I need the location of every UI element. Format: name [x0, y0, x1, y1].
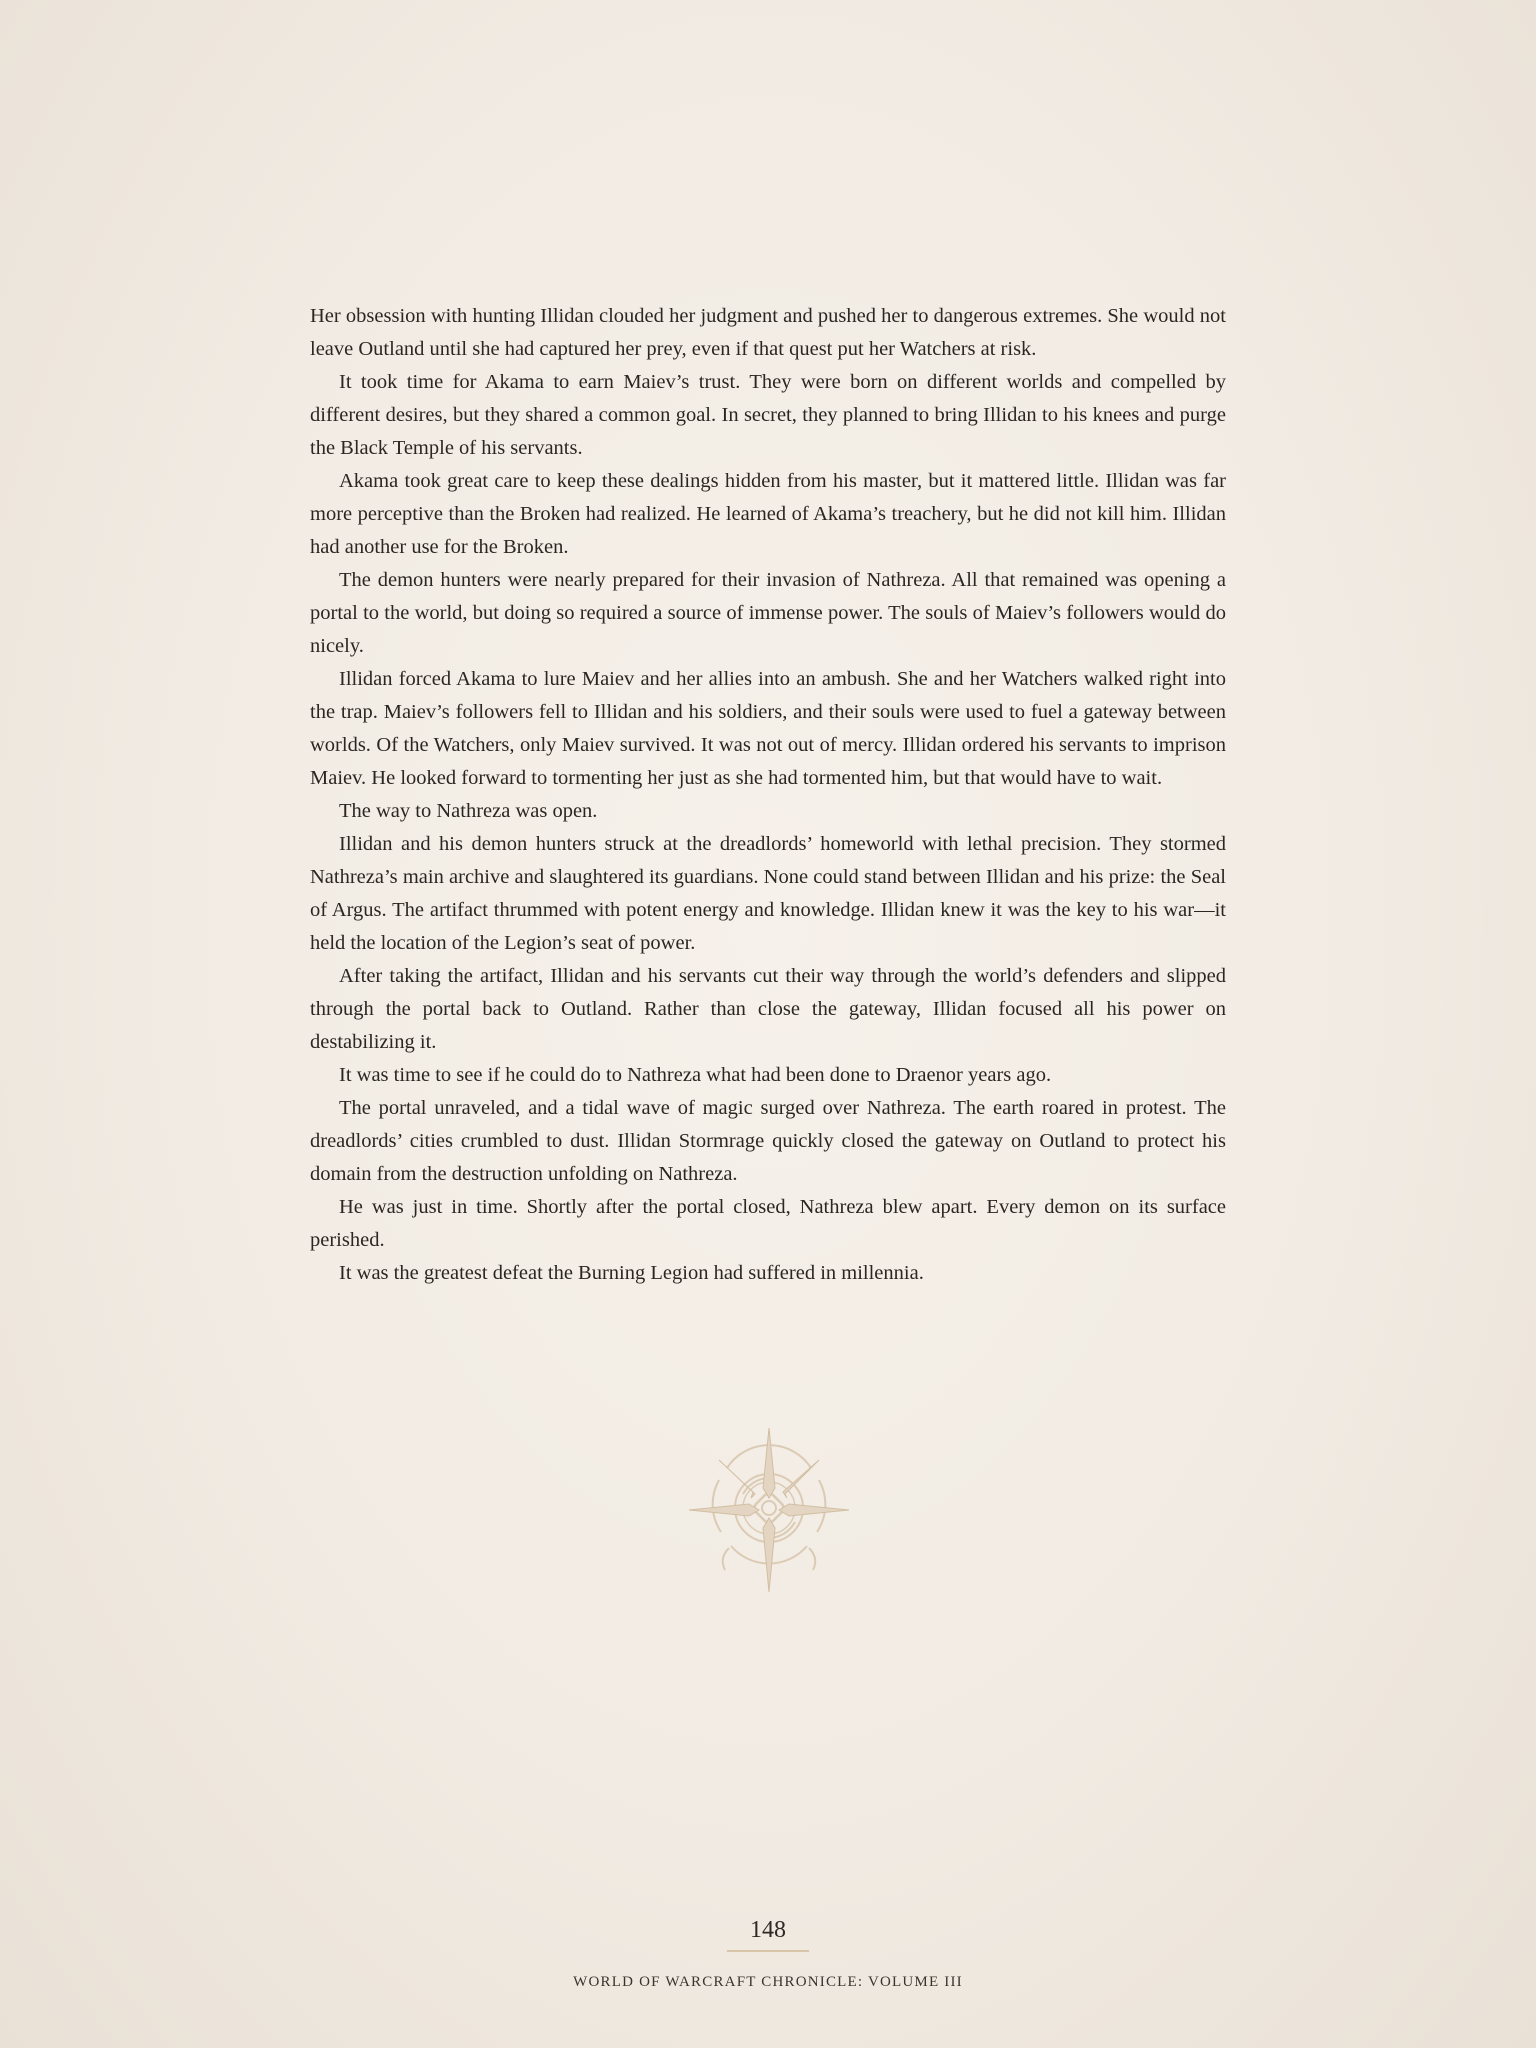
- compass-star-icon: [689, 1428, 849, 1592]
- paragraph: It was time to see if he could do to Nathreza what had been done to Draenor years ago.: [339, 1064, 1052, 1086]
- paragraph: The demon hunters were nearly prepared for their invasion of Nathreza. All that remained was opening a portal to the world, but doing so required a source of immense power. The souls of Maiev’s followers would do nicely.: [310, 569, 1226, 657]
- page-number: 148: [750, 1917, 786, 1943]
- paragraph: The way to Nathreza was open.: [339, 800, 598, 822]
- paragraph: Akama took great care to keep these dealings hidden from his master, but it mattered little. Illidan was far more perceptive than the Broken had realized. He learned of Akama’s treachery, but he did not kill him. Illidan had another use for the Broken.: [310, 470, 1226, 558]
- body-text: [310, 300, 1226, 1290]
- paragraph: The portal unraveled, and a tidal wave of magic surged over Nathreza. The earth roared in protest. The dreadlords’ cities crumbled to dust. Illidan Stormrage quickly closed the gateway on Outland to protect his domain from the destruction unfolding on Nathreza.: [310, 1097, 1226, 1185]
- running-footer-title: WORLD OF WARCRAFT CHRONICLE: VOLUME III: [573, 1974, 963, 1990]
- divider: [727, 1950, 809, 1952]
- paragraph: He was just in time. Shortly after the portal closed, Nathreza blew apart. Every demon on its surface perished.: [310, 1196, 1226, 1251]
- paragraph: Illidan and his demon hunters struck at the dreadlords’ homeworld with lethal precision. They stormed Nathreza’s main archive and slaughtered its guardians. None could stand between Illidan and his prize: the Seal of Argus. The artifact thrummed with potent energy and knowledge. Illidan knew it was the key to his war—it held the location of the Legion’s seat of power.: [310, 833, 1226, 954]
- paragraph: It took time for Akama to earn Maiev’s trust. They were born on different worlds and compelled by different desires, but they shared a common goal. In secret, they planned to bring Illidan to his knees and purge the Black Temple of his servants.: [310, 371, 1226, 459]
- paragraph: Illidan forced Akama to lure Maiev and her allies into an ambush. She and her Watchers walked right into the trap. Maiev’s followers fell to Illidan and his soldiers, and their souls were used to fuel a gateway between worlds. Of the Watchers, only Maiev survived. It was not out of mercy. Illidan ordered his servants to imprison Maiev. He looked forward to tormenting her just as she had tormented him, but that would have to wait.: [310, 668, 1226, 789]
- paragraph: Her obsession with hunting Illidan clouded her judgment and pushed her to dangerous extremes. She would not leave Outland until she had captured her prey, even if that quest put her Watchers at risk.: [310, 305, 1226, 360]
- paragraph: After taking the artifact, Illidan and his servants cut their way through the world’s defenders and slipped through the portal back to Outland. Rather than close the gateway, Illidan focused all his power on destabilizing it.: [310, 965, 1226, 1053]
- paragraph: It was the greatest defeat the Burning Legion had suffered in millennia.: [339, 1262, 924, 1284]
- page-folio: [0, 1916, 1536, 1991]
